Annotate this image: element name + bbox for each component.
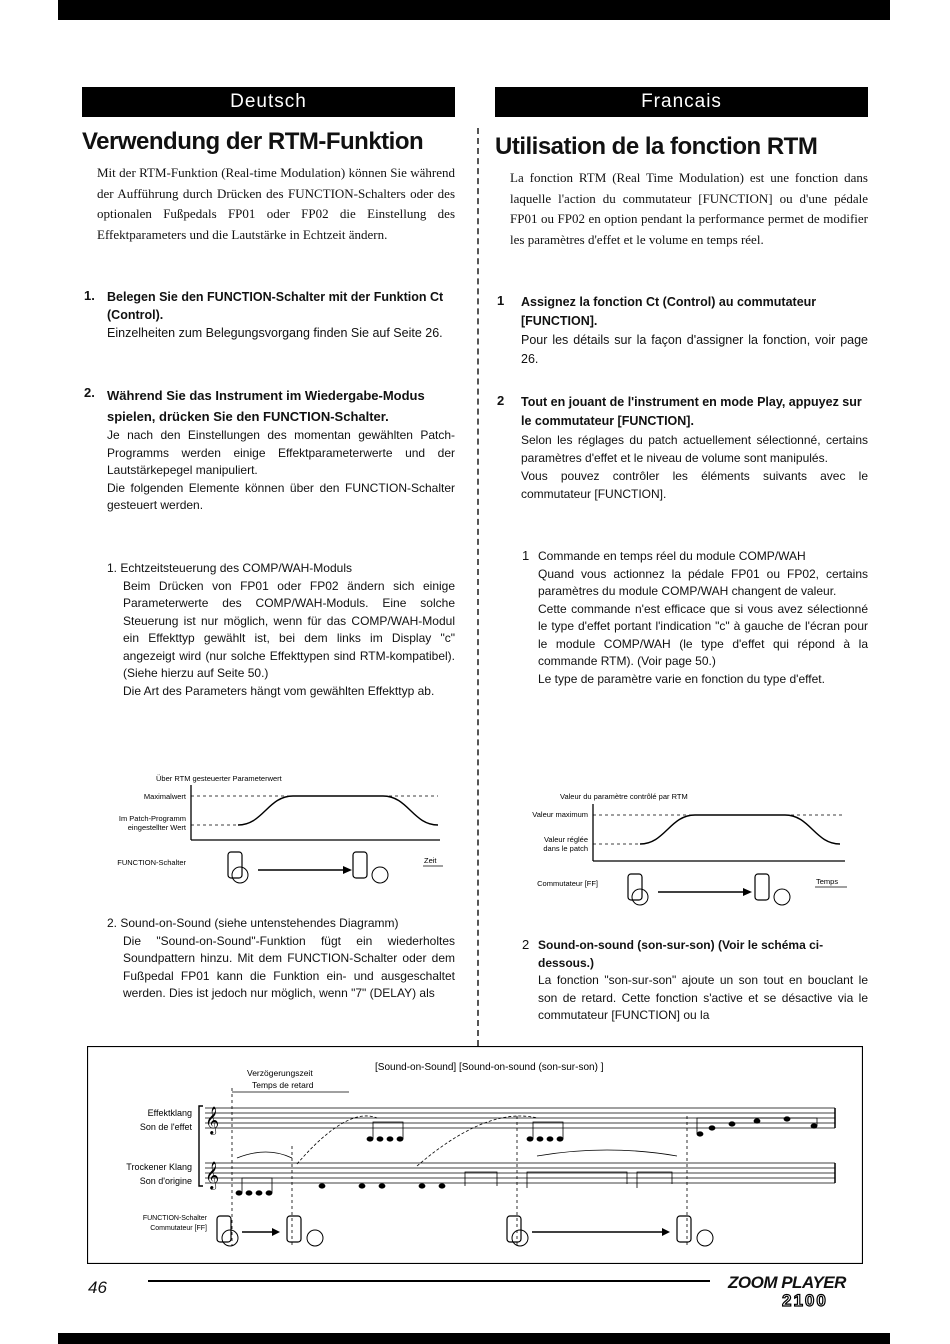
sub1-body2-de: Die Art des Parameters hängt vom gewählten Effekttyp ab.: [123, 683, 435, 698]
diagram-title: [Sound-on-Sound] [Sound-on-sound (son-sur-son) ]: [375, 1062, 604, 1073]
sub2-body-de: Die "Sound-on-Sound"-Funktion fügt ein wiederholtes Soundpattern hinzu. Mit dem FUNCTION-Schalter oder dem Fußpedal FP01 kann die Funktion ein- und ausgeschaltet werden. Dies ist jedoch nur möglich, wenn "7" (DELAY) als: [123, 933, 455, 1000]
dry-notes: [236, 1172, 672, 1195]
staff-brace: [199, 1106, 203, 1186]
sub1-body-de: Beim Drücken von FP01 oder FP02 ändern sich einige Parameterwerte des COMP/WAH-Moduls. Eine solche Steuerung ist nur möglich, wenn für das COMP/WAH-Modul ein Effekttyp gewählt ist, bei dem links im Display "c" angezeigt wird (nur solche Effekttypen sind RTM-kompatibel). (Siehe hierzu auf Seite 50.): [123, 578, 455, 680]
step1-de: [107, 288, 455, 342]
graph-patch-label1-de: Im Patch-Programm: [118, 814, 186, 823]
sub1-heading-de: 1. Echtzeitsteuerung des COMP/WAH-Moduls: [107, 561, 352, 575]
graph-max-label-fr: Valeur maximum: [532, 810, 588, 819]
effect-notes: [367, 1117, 817, 1141]
step1-heading-fr: Assignez la fonction Ct (Control) au commutateur [FUNCTION].: [521, 295, 817, 328]
step2-heading-de: Während Sie das Instrument im Wiedergabe-Modus spielen, drücken Sie den FUNCTION-Schalter.: [107, 388, 425, 424]
graph-switch-label-fr: Commutateur [FF]: [537, 879, 598, 888]
arrow-right-icon: [258, 866, 352, 874]
step1-fr: [521, 293, 868, 369]
sub1-heading-fr: Commande en temps réel du module COMP/WAH: [538, 549, 806, 563]
graph-switch-label-de: FUNCTION-Schalter: [117, 858, 186, 867]
page-title-de: Verwendung der RTM-Funktion: [82, 128, 424, 155]
brand-logo: ZOOM PLAYER: [728, 1273, 846, 1292]
step2-number-fr: 2: [497, 393, 505, 408]
page-title-fr: Utilisation de la fonction RTM: [495, 133, 818, 160]
step2-body1-fr: Selon les réglages du patch actuellement sélectionné, certains paramètres d'effet et le niveau de volume sont manipulés.: [521, 433, 868, 465]
phrase-slur-1: [237, 1152, 292, 1158]
sub2-body-fr: La fonction "son-sur-son" ajoute un son tout en bouclant le son de retard. Cette fonction s'active et se désactive via le commutateur [FUNCTION] ou la: [538, 973, 868, 1022]
step2-body2-fr: Vous pouvez contrôler les éléments suivants avec le commutateur [FUNCTION].: [521, 469, 868, 501]
step2-heading-fr: Tout en jouant de l'instrument en mode Play, appuyez sur le commutateur [FUNCTION].: [521, 395, 862, 428]
footer-rule: [148, 1280, 710, 1282]
switch-label-fr: Commutateur [FF]: [150, 1225, 207, 1232]
delay-curve-2: [417, 1116, 537, 1166]
arrow-right-icon: [242, 1228, 280, 1236]
sub1-de: [107, 560, 455, 700]
rtm-graph-de: [88, 770, 458, 900]
footswitch-icon: [217, 1216, 238, 1246]
column-divider: [477, 128, 479, 1046]
step1-body-de: Einzelheiten zum Belegungsvorgang finden Sie auf Seite 26.: [107, 326, 443, 340]
step2-number-de: 2.: [84, 385, 95, 400]
graph-max-label-de: Maximalwert: [143, 792, 186, 801]
step1-heading-de: Belegen Sie den FUNCTION-Schalter mit der Funktion Ct (Control).: [107, 290, 444, 322]
sub1-number-fr: 1: [522, 548, 530, 563]
step2-de: [107, 385, 455, 515]
delay-label-fr: Temps de retard: [252, 1080, 314, 1090]
top-black-bar: [58, 0, 890, 20]
sub2-fr: [538, 937, 868, 1025]
graph-patch-label1-fr: Valeur réglée: [543, 835, 588, 844]
footswitch-icon: [228, 852, 248, 883]
step1-number-de: 1.: [84, 288, 95, 303]
sub2-number-fr: 2: [522, 937, 530, 952]
delay-label-de: Verzögerungszeit: [247, 1068, 313, 1078]
step1-number-fr: 1: [497, 293, 505, 308]
graph-caption-de: Über RTM gesteuerter Parameterwert: [156, 774, 282, 783]
step2-body1-de: Je nach den Einstellungen des momentan gewählten Patch-Programms werden einige Effektparameterwerte und der Lautstärkepegel manipuliert.: [107, 428, 455, 477]
graph-patch-label2-fr: dans le patch: [543, 844, 588, 853]
step2-fr: [521, 393, 868, 503]
graph-curve-de: [238, 796, 438, 825]
phrase-slur-2: [537, 1150, 677, 1156]
arrow-right-icon: [532, 1228, 670, 1236]
footswitch-icon: [507, 1216, 528, 1246]
sub1-body2-fr: Cette commande n'est efficace que si vous avez sélectionné le type d'effet portant l'indication "c" à gauche de l'écran pour le module COMP/WAH (le type d'effet qui répond à la commande RTM). (Voir page 50.): [538, 601, 868, 668]
footswitch-icon: [755, 874, 790, 905]
dry-label-fr: Son d'origine: [139, 1176, 192, 1186]
effect-label-fr: Son de l'effet: [139, 1122, 192, 1132]
switch-label-de: FUNCTION-Schalter: [142, 1215, 207, 1222]
sub2-de: [107, 915, 455, 1003]
lang-header-de: Deutsch: [82, 87, 455, 117]
model-logo: 2100: [782, 1291, 828, 1310]
footswitch-icon: [628, 874, 648, 905]
sub2-heading-de: 2. Sound-on-Sound (siehe untenstehendes Diagramm): [107, 916, 399, 930]
page-number: 46: [88, 1278, 107, 1297]
sub1-body-fr: Quand vous actionnez la pédale FP01 ou FP02, certains paramètres du module COMP/WAH changent de valeur.: [538, 566, 868, 598]
sub1-body3-fr: Le type de paramètre varie en fonction du type d'effet.: [538, 671, 825, 686]
sound-on-sound-diagram: [87, 1046, 863, 1264]
graph-curve-fr: [640, 815, 840, 844]
footswitch-icon: [677, 1216, 713, 1246]
lang-header-fr: Francais: [495, 87, 868, 117]
intro-fr: La fonction RTM (Real Time Modulation) est une fonction dans laquelle l'action du commutateur [FUNCTION] ou d'une pédale FP01 ou FP02 en option pendant la performance permet de modifier les paramètres d'effet et le volume en temps réel.: [510, 170, 868, 247]
intro-de: Mit der RTM-Funktion (Real-time Modulation) können Sie während der Aufführung durch Drücken des FUNCTION-Schalters oder des optionalen Fußpedals FP01 oder FP02 die Einstellung des Effektparameters und die Lautstärke in Echtzeit ändern.: [97, 165, 455, 242]
rtm-graph-fr: [500, 786, 870, 921]
graph-patch-label2-de: eingestellter Wert: [127, 823, 186, 832]
graph-caption-fr: Valeur du paramètre contrôlé par RTM: [560, 792, 688, 801]
dry-staff: [205, 1163, 835, 1183]
graph-time-label-de: Zeit: [424, 856, 437, 865]
sub1-fr: [538, 548, 868, 688]
arrow-right-icon: [658, 888, 752, 896]
bottom-black-bar: [58, 1333, 890, 1344]
footswitch-icon: [353, 852, 388, 883]
treble-clef-icon: 𝄞: [205, 1107, 220, 1134]
effect-label-de: Effektklang: [147, 1108, 192, 1118]
graph-time-label-fr: Temps: [816, 877, 839, 886]
step1-body-fr: Pour les détails sur la façon d'assigner la fonction, voir page 26.: [521, 333, 868, 366]
dry-label-de: Trockener Klang: [126, 1162, 192, 1172]
step2-body2-de: Die folgenden Elemente können über den FUNCTION-Schalter gesteuert werden.: [107, 480, 455, 512]
treble-clef-icon: 𝄞: [205, 1162, 220, 1189]
sub2-heading-fr: Sound-on-sound (son-sur-son) (Voir le schéma ci-dessous.): [538, 938, 824, 970]
